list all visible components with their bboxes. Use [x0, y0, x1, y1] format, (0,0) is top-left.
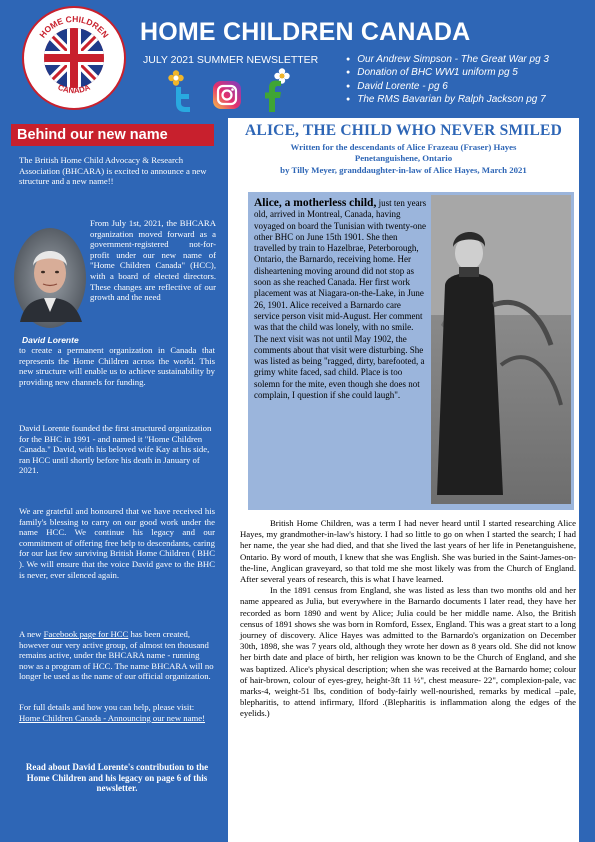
callout-body: just ten years old, arrived in Montreal, Canada, having voyaged on board the Tunisian with twenty-one other BHC on June 15th 1901. She then travelled by train to Hazelbrae, Peterborough, Ontario, the Barnardo, receiving home. Her disheartening moving around did not stop as soon as she reached Canada. Her first work placement was at Niagara-on-the-Lake, in June 26, 1901. Alice received a Barnardo care service person visit mid-August. Her comment was that the child was lonely, with no smile. The next visit was not until May 1902, the comments about that visit were disturbing. She was listed as being "ragged, dirty, barefooted, a grimy white faced, sad child. Place is too solemn for the mite, even though she does not complain, I question if she could laugh". — [254, 198, 427, 401]
david-lorente-portrait — [14, 226, 87, 344]
facebook-paragraph-post: has been created, however our very active group, of almost ten thousand remains active, under the BHCARA name - running now as a program of HCC. The name BHCARA will no longer be used as the name of our official organization. — [19, 629, 214, 682]
facebook-paragraph — [19, 629, 215, 682]
highlight-item[interactable]: ● David Lorente - pg 6 — [346, 81, 549, 94]
left-heading: Behind our new name — [11, 124, 214, 146]
facebook-paragraph-pre: A new — [19, 629, 44, 639]
twitter-icon[interactable] — [174, 78, 200, 112]
article-paragraph: British Home Children, was a term I had never heard until I started researching Alice Hayes, my grandmother-in-law's history. I had so little to go on when I started the search; I had her name, the year she had died, and that she lived the last years of her life in Penetanguishene, Ontario. By word of mouth, I knew that she was English. She was buried in the Saint-James-on-the-line, Anglican graveyard, so that told me she most likely was from the Church of England. After several years of research, this is what I have learned. — [240, 518, 576, 585]
article-title: ALICE, THE CHILD WHO NEVER SMILED — [245, 122, 562, 139]
issue-highlights — [346, 54, 549, 108]
instagram-icon[interactable] — [210, 78, 244, 112]
issue-label: JULY 2021 SUMMER NEWSLETTER — [143, 54, 319, 66]
callout-box — [248, 192, 574, 510]
highlight-item[interactable]: ● The RMS Bavarian by Ralph Jackson pg 7 — [346, 94, 549, 107]
logo-text-bottom: CANADA — [56, 82, 92, 96]
home-children-canada-logo — [22, 6, 126, 110]
article-subtitle-line: Written for the descendants of Alice Frazeau (Fraser) Hayes — [290, 142, 517, 152]
legacy-paragraph: We are grateful and honoured that we have received his family's blessing to carry on our good work under the name HCC. We continue his legacy and our commitment of offering free help to descendants, caring for our last few surviving British Home Children ( BHC ). We will ensure that the voice David gave to the BHC is never, ever silenced again. — [19, 506, 215, 580]
highlight-item[interactable]: ● Our Andrew Simpson - The Great War pg 3 — [346, 54, 549, 67]
announcement-link[interactable]: Home Children Canada - Announcing our new name! — [19, 712, 206, 723]
highlight-item[interactable]: ● Donation of BHC WW1 uniform pg 5 — [346, 67, 549, 80]
logo-text-top: HOME CHILDREN — [37, 13, 111, 40]
portrait-caption: David Lorente — [22, 335, 79, 345]
intro-paragraph: The British Home Child Advocacy & Research Association (BHCARA) is excited to announce a new structure and a new name!! — [19, 155, 207, 187]
newsletter-title: HOME CHILDREN CANADA — [140, 18, 471, 46]
article-subtitle-line: Penetanguishene, Ontario — [354, 153, 453, 164]
alice-photo — [431, 195, 571, 504]
newsletter-header — [0, 0, 595, 118]
facebook-page-link[interactable]: Facebook page for HCC — [43, 629, 129, 639]
facebook-icon[interactable] — [264, 78, 282, 112]
callout-lead: Alice, a motherless child, — [254, 197, 377, 209]
details-paragraph — [19, 702, 215, 723]
article-byline: by Tilly Meyer, granddaughter-in-law of Alice Hayes, March 2021 — [280, 164, 527, 175]
article-panel — [228, 118, 579, 842]
article-subtitle — [228, 142, 579, 176]
founder-paragraph: David Lorente founded the first structured organization for the BHC in 1991 - and named it "Home Children Canada." David, with his beloved wife Kay at his side, ran HCC until shortly before his death in January of 2021. — [19, 423, 212, 476]
article-paragraph: In the 1891 census from England, she was listed as less than two months old and her name appeared as Julia, but everywhere in the Barnardo documents I later read, they have her recorded as born 1890 and went by Alice; Julia could be her middle name. Also, the British census of 1891 shows she was born in Romford, Essex, England. This was a great start to a long journey of discovery. Alice Hayes was admitted to the Barnardo's organization on December 30th, 1898, she was 7 years old, although they wrote her down as 8 years old. She did not know her birth date and place of birth, her religion was known to be the Church of England, and she was baptized. Alice's physical description; when she was received at the Barnardo home; colour of hair-brown, colour of eyes-grey, height-3ft 11 ½", chest measure- 22", complexion-pale, vac marks-4, weight-51 lbs, condition of body-fairly well-nourished, remarks by medical –pale, blepharitis, to attend infirmary, Ilford .(Blepharitis is inflammation along the edges of the eyelids.) — [240, 585, 576, 719]
callout-text — [254, 198, 428, 401]
left-column — [14, 124, 216, 830]
name-change-paragraph: From July 1st, 2021, the BHCARA organization moved forward as a government-registered not-for-profit under our new name of "Home Children Canada" (HCC), with a board of elected directors. These changes are reflective of our growth and the need — [90, 218, 216, 303]
read-more-note: Read about David Lorente's contribution to the Home Children and his legacy on page 6 of this newsletter. — [25, 762, 209, 793]
name-change-paragraph-cont: to create a permanent organization in Canada that represents the Home Children across the world. This new structure will enable us to achieve sustainability by providing new channels for funding. — [19, 345, 215, 387]
article-body — [240, 518, 576, 720]
details-paragraph-pre: For full details and how you can help, please visit: — [19, 702, 195, 712]
